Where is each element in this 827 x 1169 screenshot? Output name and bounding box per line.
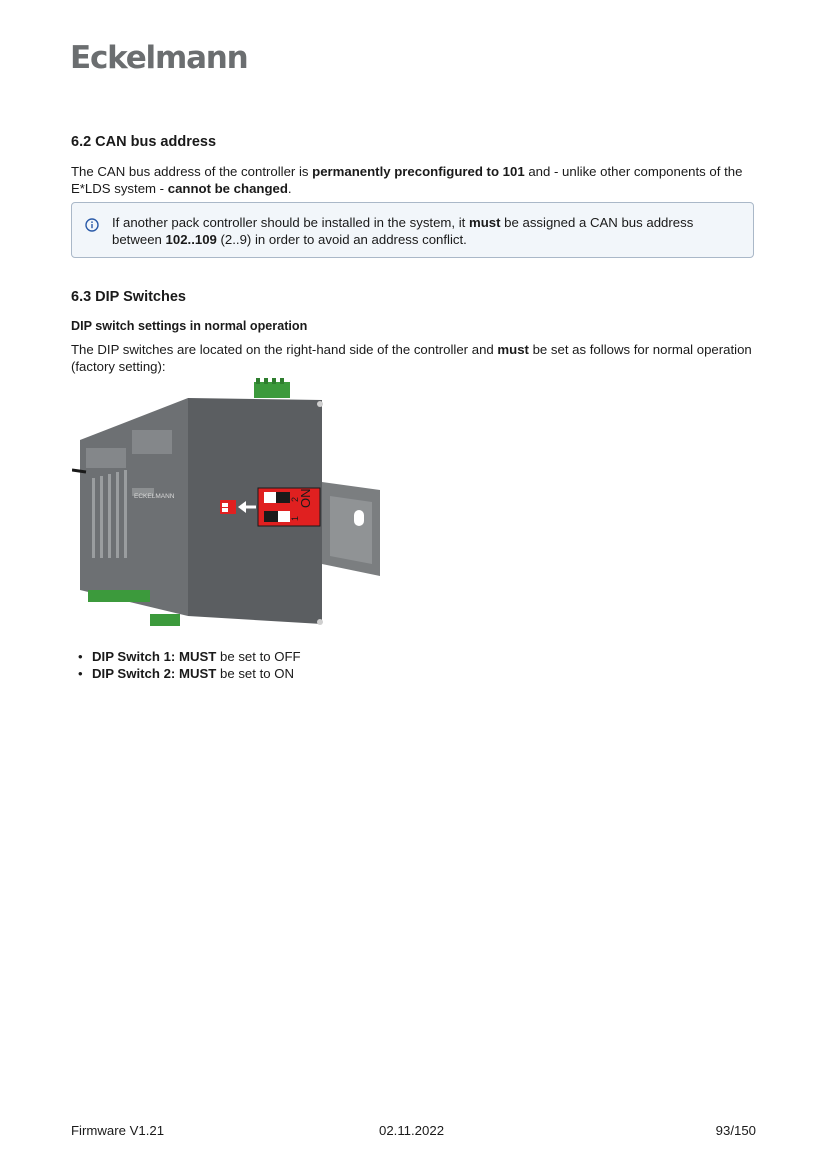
text-run: be set to OFF [216, 649, 301, 664]
din-rail [322, 482, 380, 576]
dip-number-2: 2 [290, 496, 300, 502]
brand-logo: Eckelmann [70, 40, 248, 76]
bold-run: cannot be changed [167, 180, 288, 196]
dip-bullet-list [78, 648, 301, 682]
text-run: . [287, 180, 292, 196]
info-note-text [112, 215, 742, 248]
info-note [71, 202, 754, 258]
text-run: be assigned a CAN bus address between [112, 215, 694, 247]
text-run: The CAN bus address of the controller is [71, 164, 313, 179]
bold-run: must [468, 215, 501, 230]
text-run: If another pack controller should be installed in the system, it [112, 215, 469, 230]
mount-screw-top [317, 401, 323, 407]
footer-page-number: 93/150 [715, 1123, 756, 1138]
footer-firmware: Firmware V1.21 [71, 1123, 165, 1138]
dip-subheading: DIP switch settings in normal operation [71, 319, 308, 333]
dip-number-1: 1 [290, 515, 300, 521]
text-run: be set as follows for normal operation (factory setting): [71, 342, 752, 374]
dip-switch-small [220, 500, 236, 514]
bold-run: DIP Switch 2: MUST [92, 666, 217, 681]
list-item [78, 648, 301, 665]
bold-run: 102..109 [165, 231, 217, 247]
text-run: be set to ON [216, 666, 295, 681]
text-run: and - unlike other components of the E*LDS system - [71, 164, 743, 196]
terminal-block-bottom [88, 590, 150, 602]
terminal-block-bottom-2 [150, 614, 180, 626]
dip-paragraph [71, 342, 761, 375]
mount-screw-bottom [317, 619, 323, 625]
front-brand-label: ECKELMANN [134, 493, 175, 500]
terminal-block-top [254, 378, 290, 398]
dip-on-label: ON [298, 488, 313, 508]
text-run: The DIP switches are located on the right-hand side of the controller and [71, 342, 498, 357]
cable [72, 470, 86, 472]
text-run: (2..9) in order to avoid an address conflict. [216, 231, 467, 247]
bold-run: permanently preconfigured to 101 [312, 164, 525, 179]
bold-run: DIP Switch 1: MUST [92, 649, 217, 664]
section-heading-dip-switches: 6.3 DIP Switches [71, 289, 186, 305]
info-icon [85, 218, 99, 232]
footer-date: 02.11.2022 [379, 1123, 445, 1138]
can-bus-paragraph [71, 164, 761, 197]
section-heading-can-bus: 6.2 CAN bus address [71, 134, 217, 150]
controller-dip-figure [72, 378, 384, 633]
list-item [78, 665, 301, 682]
bold-run: must [497, 342, 529, 357]
